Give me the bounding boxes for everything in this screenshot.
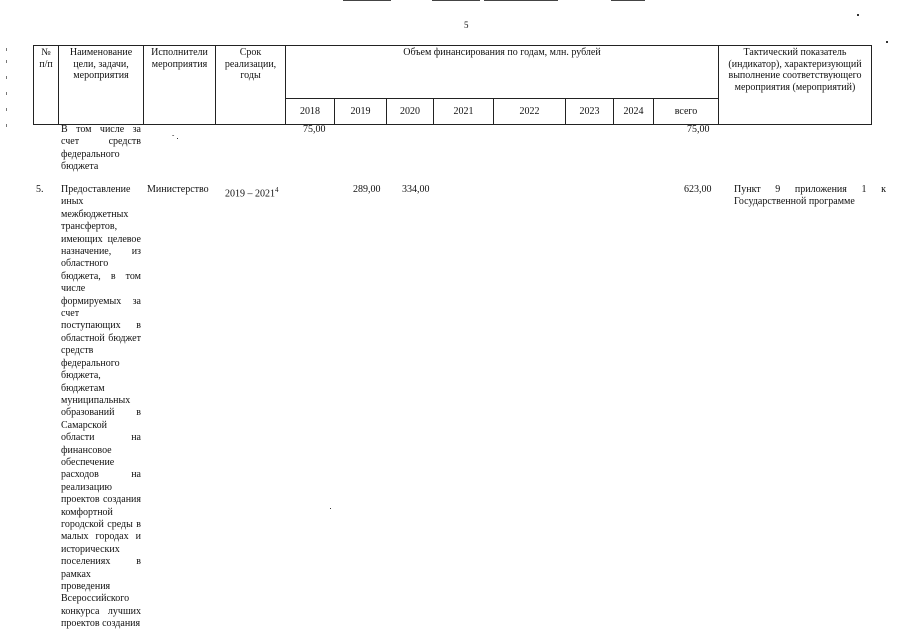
scan-speck	[857, 14, 859, 16]
row-5-2019: 289,00	[353, 184, 381, 195]
binding-mark	[6, 108, 7, 111]
year-2022: 2022	[494, 99, 566, 125]
year-2019: 2019	[335, 99, 387, 125]
header-funding: Объем финансирования по годам, млн. рублей	[286, 46, 719, 99]
scan-speck	[177, 138, 178, 139]
row-5-total: 623,00	[684, 184, 712, 195]
row-5-indicator: Пункт 9 приложения 1 к Государственной программе	[734, 184, 886, 208]
row-federal-name: В том числе за счет средств федерального бюджета	[61, 124, 141, 173]
row-5-number: 5.	[36, 184, 44, 195]
funding-table-header	[33, 45, 872, 125]
scan-edge-mark	[484, 0, 558, 1]
year-2024: 2024	[614, 99, 654, 125]
scan-edge-mark	[343, 0, 391, 1]
year-2020: 2020	[387, 99, 434, 125]
row-5-executor: Министерство	[147, 184, 209, 195]
row-5-2020: 334,00	[402, 184, 430, 195]
scan-speck	[330, 508, 331, 509]
row-5-name: Предоставление иных межбюджетных трансфертов, имеющих целевое назначение, из областного бюджета, в том числе формируемых за счет поступающих в областной бюджет средств федерального бюджета, бюджетам муниципальных образований в Самарской области на финансовое обеспечение расходов на реализацию проектов создания комфортной городской среды в малых городах и исторических поселениях в рамках проведения Всероссийского конкурса лучших проектов создания	[61, 184, 141, 630]
scan-edge-mark	[611, 0, 645, 1]
page-number: 5	[464, 20, 469, 30]
scan-speck	[886, 41, 888, 43]
year-total: всего	[654, 99, 719, 125]
row-5-term-value: 2019 – 2021	[225, 188, 275, 200]
header-executors: Исполнители мероприятия	[144, 46, 216, 125]
binding-mark	[6, 124, 7, 127]
header-indicator: Тактический показатель (индикатор), характеризующий выполнение соответствующего мероприятия (мероприятий)	[719, 46, 872, 125]
binding-mark	[6, 48, 7, 51]
year-2023: 2023	[566, 99, 614, 125]
binding-mark	[6, 92, 7, 95]
header-term: Срок реализации, годы	[216, 46, 286, 125]
binding-mark	[6, 76, 7, 79]
header-name: Наименование цели, задачи, мероприятия	[59, 46, 144, 125]
scan-edge-mark	[432, 0, 480, 1]
year-2021: 2021	[434, 99, 494, 125]
header-num: № п/п	[34, 46, 59, 125]
row-federal-executor-mark: -	[172, 131, 175, 139]
row-5-term-footnote: 4	[275, 186, 279, 194]
row-5-term	[225, 184, 279, 201]
year-2018: 2018	[286, 99, 335, 125]
row-federal-total: 75,00	[687, 124, 710, 135]
row-federal-2018: 75,00	[303, 124, 326, 135]
binding-mark	[6, 60, 7, 63]
